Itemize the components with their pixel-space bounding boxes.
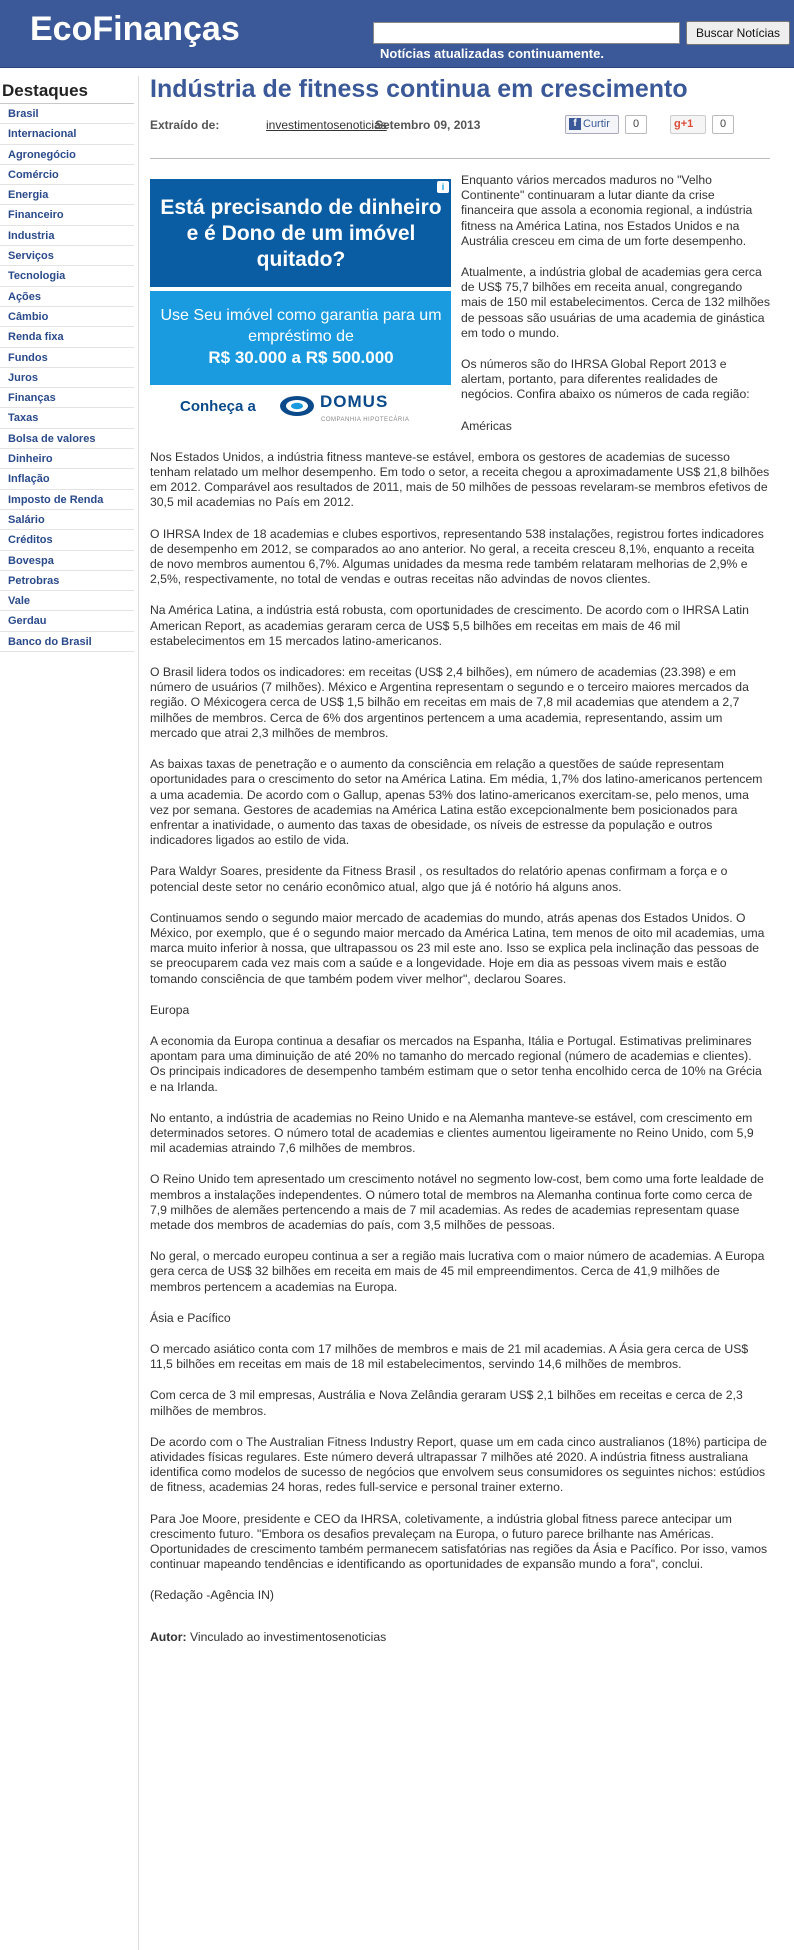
ad-body-text: Seu imóvel como garantia para um empréstimo de xyxy=(193,307,442,345)
article-paragraph: Atualmente, a indústria global de academias gera cerca de US$ 75,7 bilhões em receita anual, congregando mais de 150 mil estabelecimentos. Cerca de 132 milhões de pessoas são usuárias de uma academia de ginástica em todo o mundo. xyxy=(461,265,770,340)
site-logo[interactable]: EcoFinanças xyxy=(30,10,240,48)
ad-brand: DOMUS xyxy=(320,392,389,411)
ad-brand-subtitle: COMPANHIA HIPOTECÁRIA xyxy=(321,417,410,423)
site-tagline: Notícias atualizadas continuamente. xyxy=(380,46,604,61)
sidebar-item-taxas[interactable]: Taxas xyxy=(0,408,134,428)
author-label: Autor: xyxy=(150,1629,187,1644)
sidebar-item-industria[interactable]: Industria xyxy=(0,226,134,246)
author-line xyxy=(150,1630,770,1644)
google-plus-icon: g xyxy=(674,118,681,130)
sidebar-item-fundos[interactable]: Fundos xyxy=(0,348,134,368)
sidebar-item-renda-fixa[interactable]: Renda fixa xyxy=(0,327,134,347)
search-input[interactable] xyxy=(373,22,680,44)
sidebar-item-comércio[interactable]: Comércio xyxy=(0,165,134,185)
article-paragraph: Continuamos sendo o segundo maior mercado de academias do mundo, atrás apenas dos Estados Unidos. O México, por exemplo, que é o segundo maior mercado da América Latina, tem menos de oito mil academias, uma marca muito inferior à nossa, que ultrapassou os 23 mil este ano. Isso se explica pela inclinação das pessoas de se preocuparem cada vez mais com a saúde e a longevidade. Hoje em dia as pessoas vivem mais e estão tomando consciência de que também podem viver melhor", declarou Soares. xyxy=(150,910,765,986)
article-meta xyxy=(150,114,770,140)
google-plus-label: +1 xyxy=(680,118,694,130)
ad-headline-panel xyxy=(150,179,451,287)
advertisement[interactable] xyxy=(150,179,451,424)
article-paragraph: Para Waldyr Soares, presidente da Fitness Brasil , os resultados do relatório apenas confirmam a força e o potencial deste setor no cenário econômico atual, algo que já é notório há alguns anos. xyxy=(150,864,728,894)
adchoices-icon[interactable]: i xyxy=(437,181,449,193)
article-paragraph: O IHRSA Index de 18 academias e clubes esportivos, representando 538 instalações, registrou fortes indicadores de desempenho em 2012, se comparados ao ano anterior. No geral, a receita cresceu 8,1%, enquanto a receita de novo membros aumentou 6,7%. Algumas unidades da mesma rede também relataram melhorias de 2,9% e 2,5%, respectivamente, no total de vendas e outras receitas não advindas de novos clientes. xyxy=(150,526,764,587)
sidebar-item-ações[interactable]: Ações xyxy=(0,287,134,307)
article-body xyxy=(150,173,770,1604)
sidebar-item-financeiro[interactable]: Financeiro xyxy=(0,205,134,225)
sidebar-item-inflação[interactable]: Inflação xyxy=(0,469,134,489)
article-paragraph: O Reino Unido tem apresentado um crescimento notável no segmento low-cost, bem como uma forte lealdade de membros a instalações independentes. O número total de membros na Alemanha continua forte como cerca de 7,9 milhões de alemães pertencendo a mais de 7 mil academias. As redes de academias representam quase metade dos membros de academias do país, com 3,5 milhões de pessoas. xyxy=(150,1172,764,1232)
sidebar-title: Destaques xyxy=(0,78,134,104)
article-divider xyxy=(150,158,770,159)
article-paragraph: As baixas taxas de penetração e o aumento da consciência em relação a questões de saúde representam oportunidades para o crescimento do setor na América Latina. Em média, 1,7% dos latino-americanos pertencem a uma academia. De acordo com o Gallup, apenas 53% dos latino-americanos exercitam-se, pelo menos, uma vez por semana. Gestores de academias na América Latina estão excepcionalmente bem posicionados para enfrentar a inatividade, o aumento das taxas de obesidade, os níveis de estresse da população e outros indicadores ligados ao estilo de vida. xyxy=(150,757,763,848)
sidebar-item-petrobras[interactable]: Petrobras xyxy=(0,571,134,591)
sidebar-item-energia[interactable]: Energia xyxy=(0,185,134,205)
google-plus-count: 0 xyxy=(712,115,734,134)
google-plus-button[interactable] xyxy=(670,115,706,134)
article-paragraph: Para Joe Moore, presidente e CEO da IHRSA, coletivamente, a indústria global fitness parece antecipar um crescimento futuro. "Embora os desafios prevaleçam na Europa, o futuro parece brilhante nas Américas. Oportunidades de crescimento também permanecem satisfatórias nas regiões da Ásia e Pacífico. Por isso, vamos continuar mapeando tendências e identificando as oportunidades de expansão mundo a fora", conclui. xyxy=(150,1511,768,1572)
sidebar-item-imposto-de-renda[interactable]: Imposto de Renda xyxy=(0,490,134,510)
ad-cta-panel xyxy=(150,389,451,424)
sidebar-divider xyxy=(138,76,139,1950)
sidebar-item-dinheiro[interactable]: Dinheiro xyxy=(0,449,134,469)
facebook-icon: f xyxy=(569,118,581,130)
ad-cta: Conheça a xyxy=(180,398,256,415)
sidebar-item-banco-do-brasil[interactable]: Banco do Brasil xyxy=(0,632,134,652)
ad-body-prefix: Use xyxy=(160,307,189,324)
article xyxy=(150,72,770,1644)
sidebar xyxy=(0,78,134,652)
article-paragraph: Os números são do IHRSA Global Report 2013 e alertam, portanto, para diferentes realidades de negócios. Confira abaixo os números de cada região: xyxy=(461,357,750,402)
sidebar-item-salário[interactable]: Salário xyxy=(0,510,134,530)
facebook-like-count: 0 xyxy=(625,115,647,134)
source-link[interactable]: investimentosenoticias xyxy=(266,118,387,132)
article-paragraph: Na América Latina, a indústria está robusta, com oportunidades de crescimento. De acordo com o IHRSA Latin American Report, as academias geraram cerca de US$ 5,5 bilhões em receitas em mais de 46 mil estabelecimentos em 15 mercados latino-americanos. xyxy=(150,603,749,648)
sidebar-item-finanças[interactable]: Finanças xyxy=(0,388,134,408)
sidebar-item-agronegócio[interactable]: Agronegócio xyxy=(0,145,134,165)
article-paragraph: Europa xyxy=(150,1002,190,1017)
article-paragraph: Enquanto vários mercados maduros no "Velho Continente" continuaram a lutar diante da crise financeira que assola a economia regional, a indústria fitness na América Latina, nos Estados Unidos e na Austrália cresceu em cima de um forte desempenho. xyxy=(461,173,753,248)
sidebar-item-bovespa[interactable]: Bovespa xyxy=(0,551,134,571)
article-paragraph: Com cerca de 3 mil empresas, Austrália e Nova Zelândia geraram US$ 2,1 bilhões em receitas e cerca de 2,3 milhões de membros. xyxy=(150,1388,743,1418)
source-label: Extraído de: xyxy=(150,118,220,132)
sidebar-item-créditos[interactable]: Créditos xyxy=(0,530,134,550)
article-paragraph: Américas xyxy=(461,418,512,433)
ad-offer-panel xyxy=(150,291,451,385)
sidebar-menu xyxy=(0,104,134,652)
article-paragraph: (Redação -Agência IN) xyxy=(150,1588,274,1603)
sidebar-item-brasil[interactable]: Brasil xyxy=(0,104,134,124)
author-text: Vinculado ao investimentosenoticias xyxy=(189,1629,387,1644)
article-paragraph: O Brasil lidera todos os indicadores: em receitas (US$ 2,4 bilhões), em número de academias (23.398) e em número de usuários (7 milhões). México e Argentina representam o segundo e o terceiro maiores mercados da região. O Méxicogera cerca de US$ 1,5 bilhão em receitas em mais de 7,8 mil academias que atendem a 2,7 milhões de membros. Cerca de 6% dos argentinos pertencem a uma academia, representando, assim um mercado que atrai 2,3 milhões de membros. xyxy=(150,665,749,740)
facebook-like-button[interactable] xyxy=(565,115,619,134)
ad-amount: R$ 30.000 a R$ 500.000 xyxy=(208,348,394,367)
sidebar-item-câmbio[interactable]: Câmbio xyxy=(0,307,134,327)
article-paragraph: De acordo com o The Australian Fitness Industry Report, quase um em cada cinco australianos (18%) participa de atividades físicas regulares. Este número deverá ultrapassar 7 milhões até 2020. A indústria fitness australiana identifica como modelos de sucesso de negócios que envolvem seus consumidores os seguintes nichos: estúdios de fitness, academias 24 horas, redes full-service e personal trainer externo. xyxy=(150,1434,767,1495)
facebook-like-label: Curtir xyxy=(583,118,610,130)
ad-body xyxy=(160,305,442,369)
article-paragraph: Ásia e Pacífico xyxy=(150,1310,231,1325)
sidebar-item-juros[interactable]: Juros xyxy=(0,368,134,388)
article-date: Setembro 09, 2013 xyxy=(375,118,481,132)
article-paragraph: Nos Estados Unidos, a indústria fitness manteve-se estável, embora os gestores de academias de sucesso tenham relatado um melhor desempenho. Em todo o setor, a receita chegou a aproximadamente US$ 21,8 bilhões em 2012. Comparável aos resultados de 2011, mais de 50 milhões de pessoas revelaram-se membros efetivos de 30,5 mil academias no País em 2012. xyxy=(150,449,770,510)
ad-headline: Está precisando de dinheiro e é Dono de um imóvel quitado? xyxy=(160,196,442,271)
sidebar-item-bolsa-de-valores[interactable]: Bolsa de valores xyxy=(0,429,134,449)
search-button[interactable]: Buscar Notícias xyxy=(686,21,790,45)
sidebar-item-serviços[interactable]: Serviços xyxy=(0,246,134,266)
article-paragraph: No geral, o mercado europeu continua a ser a região mais lucrativa com o maior número de academias. A Europa gera cerca de US$ 32 bilhões em receita em mais de 45 mil empreendimentos. Cerca de 41,9 milhões de membros pertencem a academias na Europa. xyxy=(150,1249,765,1294)
sidebar-item-gerdau[interactable]: Gerdau xyxy=(0,611,134,631)
sidebar-item-internacional[interactable]: Internacional xyxy=(0,124,134,144)
article-paragraph: A economia da Europa continua a desafiar os mercados na Espanha, Itália e Portugal. Estimativas preliminares apontam para uma diminuição de até 20% no tamanho do mercado regional (número de academias e clientes). Os principais indicadores de desempenho também estimam que o setor tenha encolhido cerca de 10% na Grécia e na Irlanda. xyxy=(150,1033,762,1094)
site-header xyxy=(0,0,794,68)
article-paragraph: O mercado asiático conta com 17 milhões de membros e mais de 21 mil academias. A Ásia gera cerca de US$ 11,5 bilhões em receitas em mais de 18 mil estabelecimentos, servindo 14,6 milhões de membros. xyxy=(150,1341,749,1372)
sidebar-item-tecnologia[interactable]: Tecnologia xyxy=(0,266,134,286)
domus-logo-icon xyxy=(278,394,316,418)
article-title[interactable]: Indústria de fitness continua em crescimento xyxy=(150,75,688,103)
article-paragraph: No entanto, a indústria de academias no Reino Unido e na Alemanha manteve-se estável, com crescimento em determinados setores. O número total de academias e clientes aumentou ligeiramente no Reino Unido, com 5,9 mil academias atraindo 7,6 milhões de membros. xyxy=(150,1110,754,1156)
sidebar-item-vale[interactable]: Vale xyxy=(0,591,134,611)
